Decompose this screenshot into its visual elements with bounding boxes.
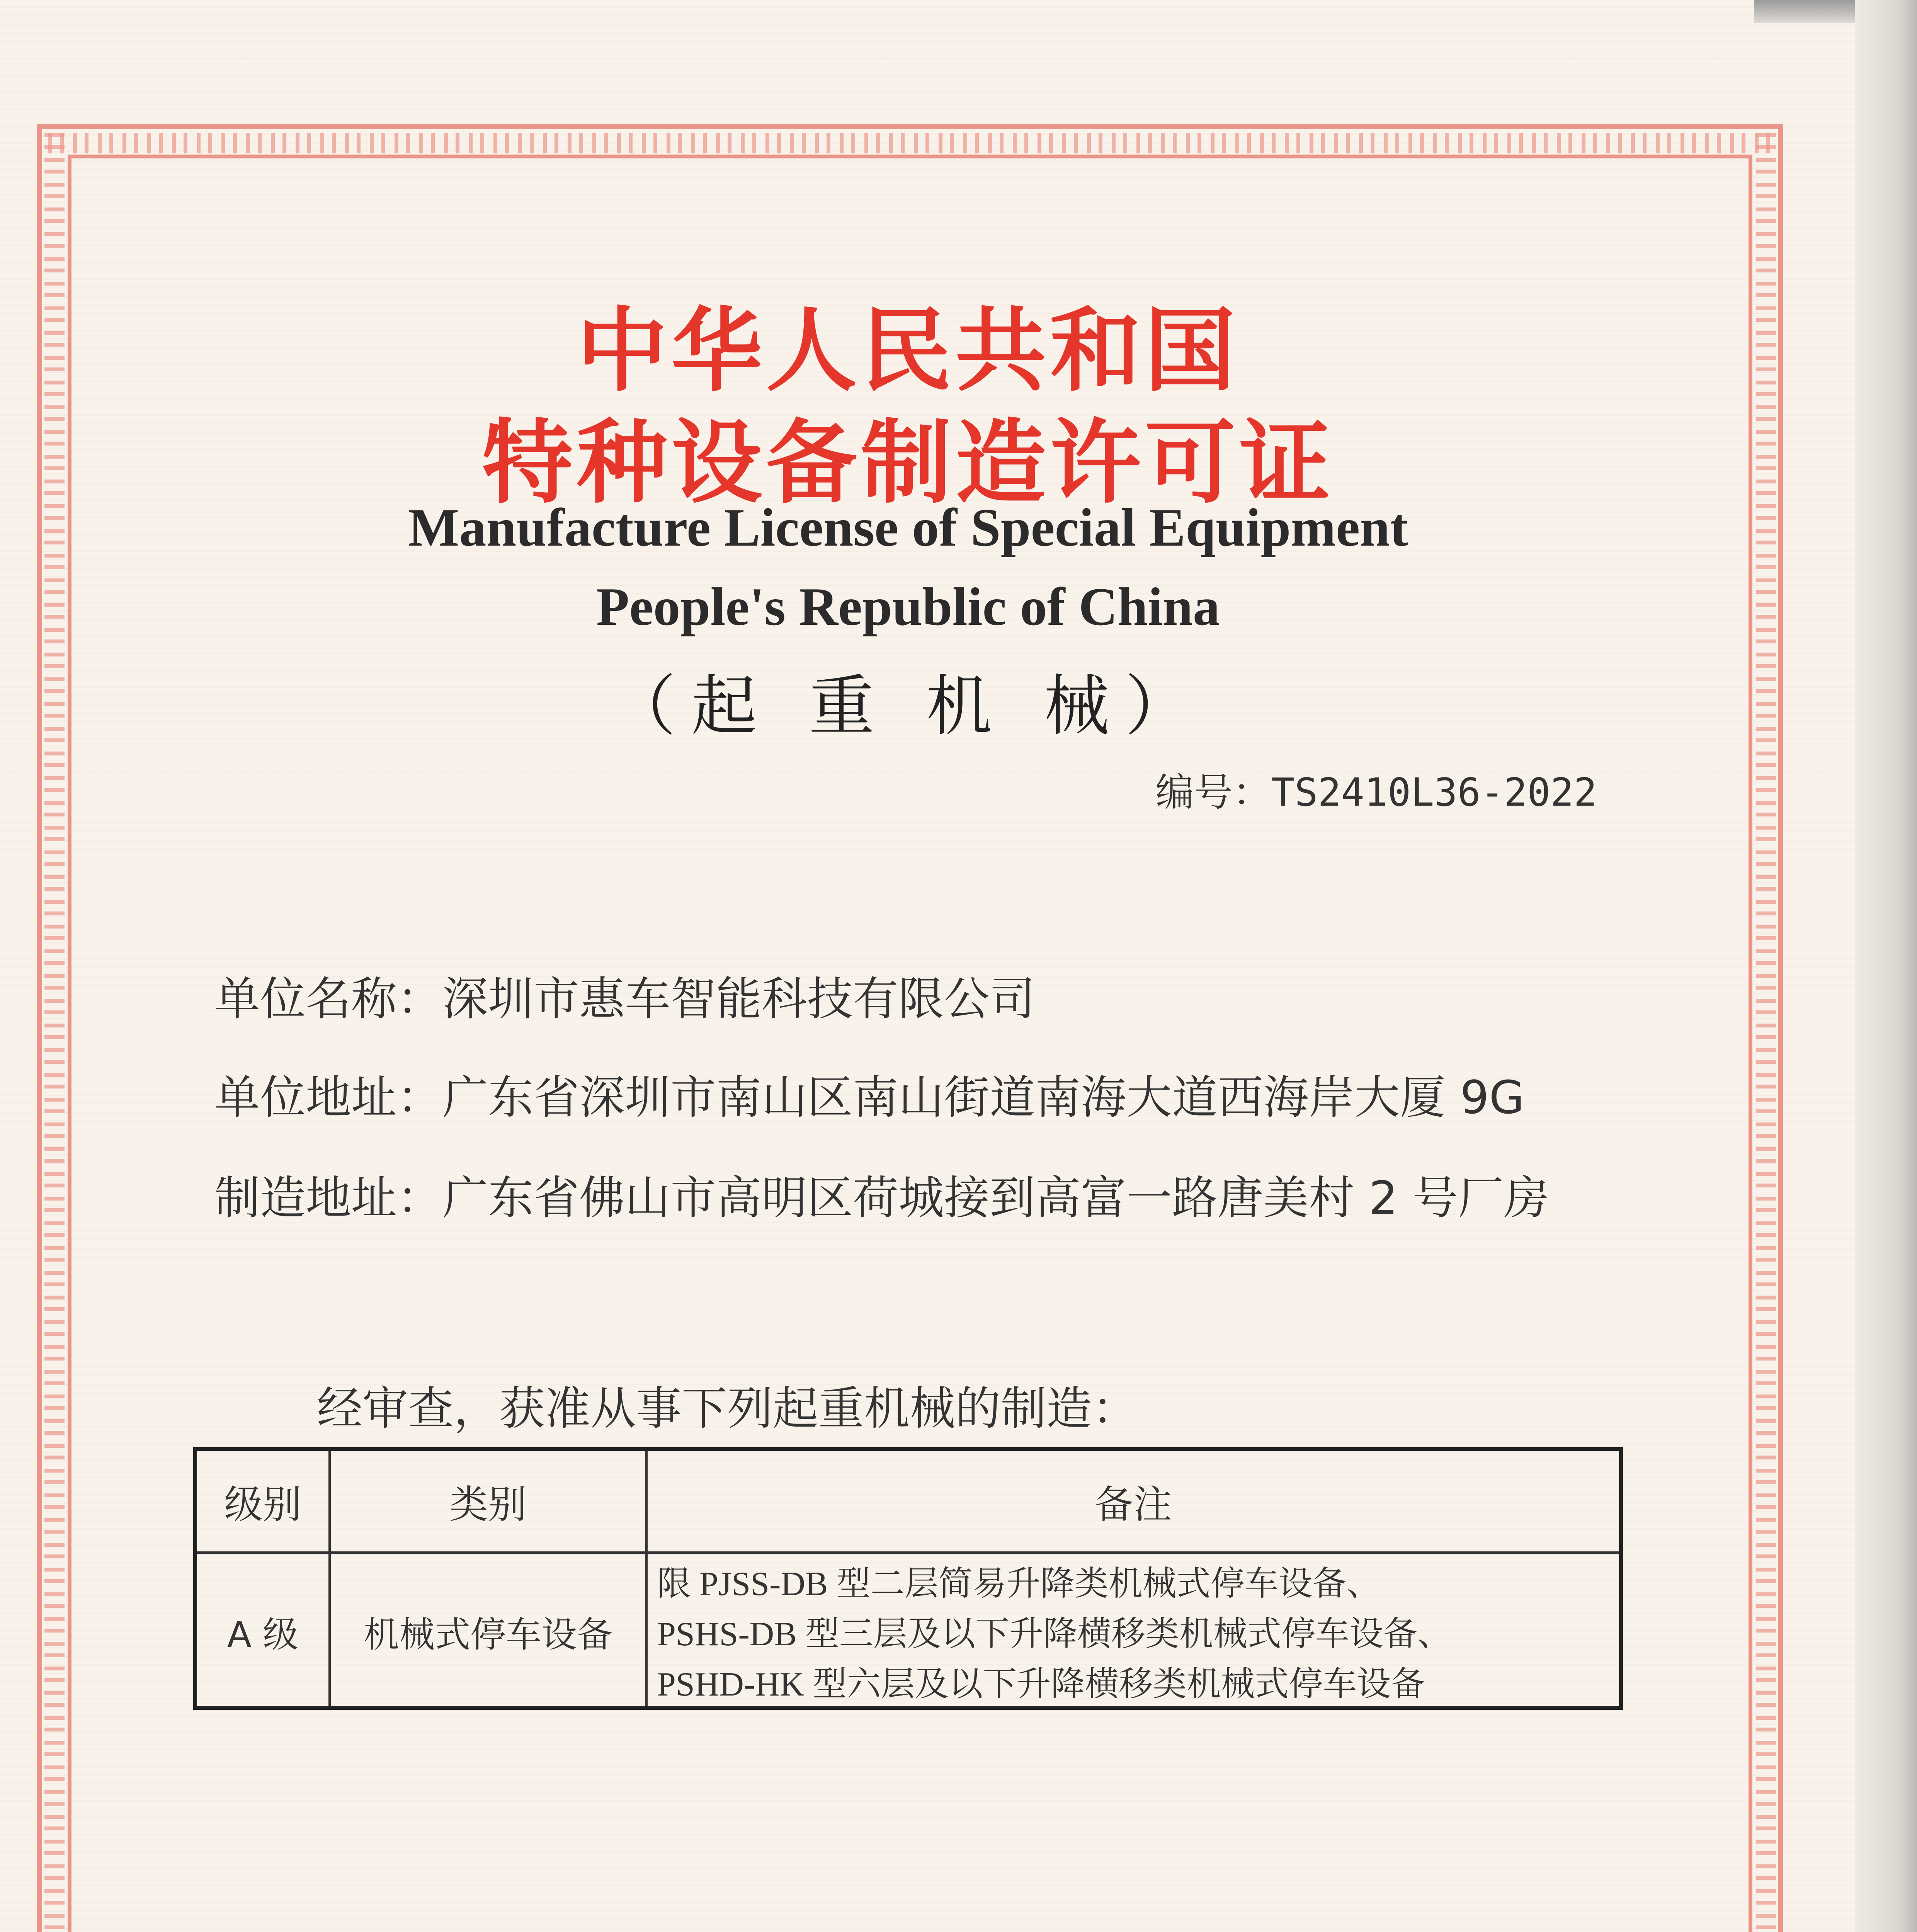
border-pattern-top [48, 133, 1772, 153]
mfg-address-line [214, 1161, 1549, 1227]
header-level: 级别 [224, 1482, 301, 1527]
title-chinese-line2: 特种设备制造许可证 [482, 410, 1334, 516]
remark-line: PSHS-DB 型三层及以下升降横移类机械式停车设备、 [657, 1616, 1451, 1653]
remark-line: 限 PJSS-DB 型二层简易升降类机械式停车设备、 [657, 1565, 1381, 1603]
equipment-category: （起 重 机 械） [610, 668, 1206, 745]
remark-line: PSHD-HK 型六层及以下升降横移类机械式停车设备 [657, 1666, 1425, 1703]
cell-type: 机械式停车设备 [363, 1614, 612, 1655]
scan-shadow [1855, 0, 1917, 1932]
certificate-number [1155, 761, 1597, 817]
unit-name-value: 深圳市惠车智能科技有限公司 [442, 972, 1036, 1026]
unit-name-label: 单位名称： [214, 972, 443, 1026]
header-type: 类别 [449, 1482, 527, 1527]
cell-level: A 级 [227, 1614, 299, 1655]
title-chinese-line1: 中华人民共和国 [577, 298, 1240, 404]
title-english-line2: People's Republic of China [596, 577, 1220, 637]
header-remarks: 备注 [1095, 1482, 1172, 1527]
mfg-address-label: 制造地址： [214, 1171, 443, 1225]
certificate-number-value: TS2410L36-2022 [1271, 770, 1597, 815]
unit-address-line [214, 1061, 1524, 1126]
unit-address-label: 单位地址： [214, 1071, 443, 1124]
mfg-address-value: 广东省佛山市高明区荷城接到高富一路唐美村 2 号厂房 [442, 1171, 1550, 1225]
title-english-line1: Manufacture License of Special Equipment [408, 498, 1408, 558]
cell-remarks [657, 1559, 1619, 1710]
approval-statement: 经审查，获准从事下列起重机械的制造： [317, 1382, 1138, 1435]
unit-name-line [214, 962, 1035, 1028]
certificate-number-label: 编号： [1155, 770, 1271, 815]
scope-table [193, 1447, 1623, 1710]
unit-address-value: 广东省深圳市南山区南山街道南海大道西海岸大厦 9G [442, 1071, 1525, 1124]
